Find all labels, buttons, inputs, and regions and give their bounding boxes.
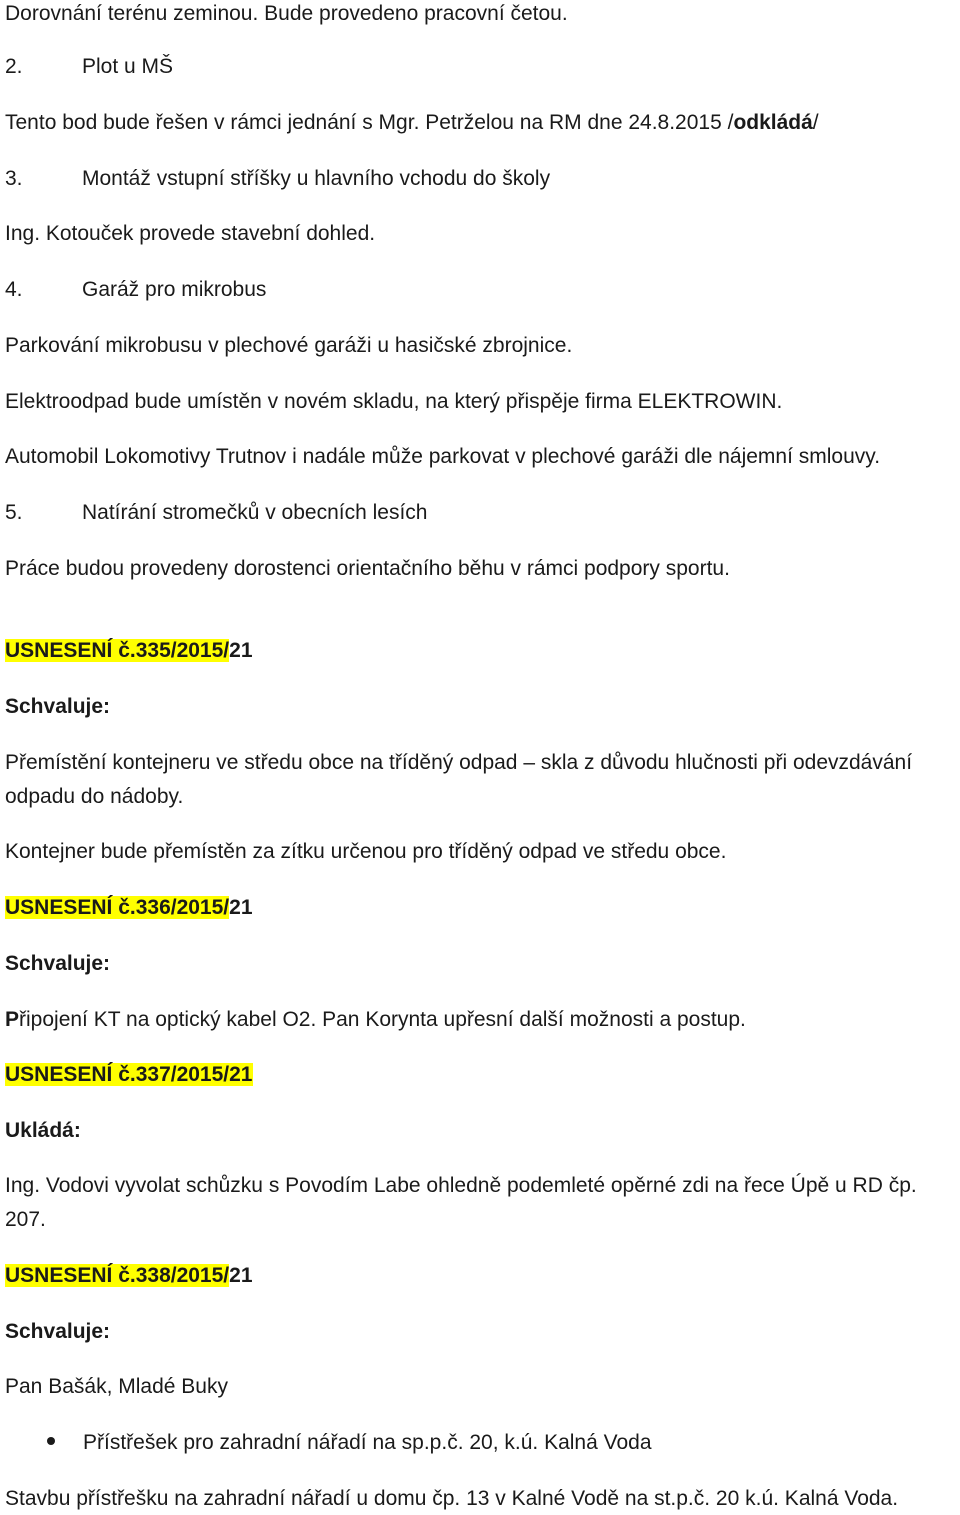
item-number: 2. — [5, 55, 23, 78]
resolution-heading — [5, 1262, 253, 1290]
item-title: Montáž vstupní stříšky u hlavního vchodu do školy — [82, 167, 551, 190]
text-line: Kontejner bude přemístěn za zítku určenou pro tříděný odpad ve středu obce. — [5, 840, 727, 863]
text-line: Pan Bašák, Mladé Buky — [5, 1375, 228, 1398]
bullet-icon — [47, 1437, 55, 1445]
resolution-number-highlight: USNESENÍ č.336/2015/ — [5, 896, 230, 919]
text-line: odpadu do nádoby. — [5, 785, 184, 808]
resolution-action: Schvaluje: — [5, 695, 111, 718]
item-title: Natírání stromečků v obecních lesích — [82, 501, 428, 524]
text-line — [5, 1006, 746, 1034]
item-number: 5. — [5, 501, 23, 524]
bullet-item — [5, 1429, 652, 1457]
resolution-heading — [5, 637, 253, 665]
resolution-number-suffix: 21 — [229, 639, 253, 662]
text-line: Parkování mikrobusu v plechové garáži u hasičské zbrojnice. — [5, 334, 573, 357]
resolution-number-suffix: 21 — [229, 896, 253, 919]
item-heading — [5, 53, 173, 81]
text-line: Přemístění kontejneru ve středu obce na tříděný odpad – skla z důvodu hlučnosti při odevzdávání — [5, 751, 913, 774]
resolution-number-suffix: 21 — [229, 1264, 253, 1287]
text-line: Automobil Lokomotivy Trutnov i nadále může parkovat v plechové garáži dle nájemní smlouvy. — [5, 445, 881, 468]
text-line: Elektroodpad bude umístěn v novém skladu, na který přispěje firma ELEKTROWIN. — [5, 390, 783, 413]
resolution-number-highlight: USNESENÍ č.335/2015/ — [5, 639, 230, 662]
text-line: 207. — [5, 1208, 46, 1231]
item-title: Garáž pro mikrobus — [82, 278, 267, 301]
text-span: Tento bod bude řešen v rámci jednání s Mgr. Petrželou na RM dne 24.8.2015 / — [5, 111, 734, 134]
item-heading — [5, 165, 550, 193]
resolution-action: Ukládá: — [5, 1119, 81, 1142]
bold-span: P — [5, 1008, 20, 1031]
text-span: řipojení KT na optický kabel O2. Pan Korynta upřesní další možnosti a postup. — [19, 1008, 746, 1031]
item-number: 4. — [5, 278, 23, 301]
resolution-number-highlight: USNESENÍ č.338/2015/ — [5, 1264, 230, 1287]
text-line: Ing. Kotouček provede stavební dohled. — [5, 222, 376, 245]
resolution-heading — [5, 894, 253, 922]
bold-span: odkládá — [733, 111, 813, 134]
resolution-action: Schvaluje: — [5, 1320, 111, 1343]
resolution-heading — [5, 1061, 253, 1089]
text-line: Práce budou provedeny dorostenci orientačního běhu v rámci podpory sportu. — [5, 557, 730, 580]
resolution-number-highlight: USNESENÍ č.337/2015/21 — [5, 1063, 253, 1086]
item-number: 3. — [5, 167, 23, 190]
text-line: Dorovnání terénu zeminou. Bude provedeno pracovní četou. — [5, 2, 568, 25]
text-line: Ing. Vodovi vyvolat schůzku s Povodím Labe ohledně podemleté opěrné zdi na řece Úpě u RD čp. — [5, 1174, 917, 1197]
text-span: / — [812, 111, 819, 134]
text-line: Stavbu přístřešku na zahradní nářadí u domu čp. 13 v Kalné Vodě na st.p.č. 20 k.ú. Kalná Voda. — [5, 1487, 899, 1510]
text-line — [5, 109, 819, 137]
bullet-text: Přístřešek pro zahradní nářadí na sp.p.č. 20, k.ú. Kalná Voda — [83, 1431, 652, 1454]
item-heading — [5, 276, 266, 304]
item-title: Plot u MŠ — [82, 55, 174, 78]
resolution-action: Schvaluje: — [5, 952, 111, 975]
item-heading — [5, 499, 428, 527]
